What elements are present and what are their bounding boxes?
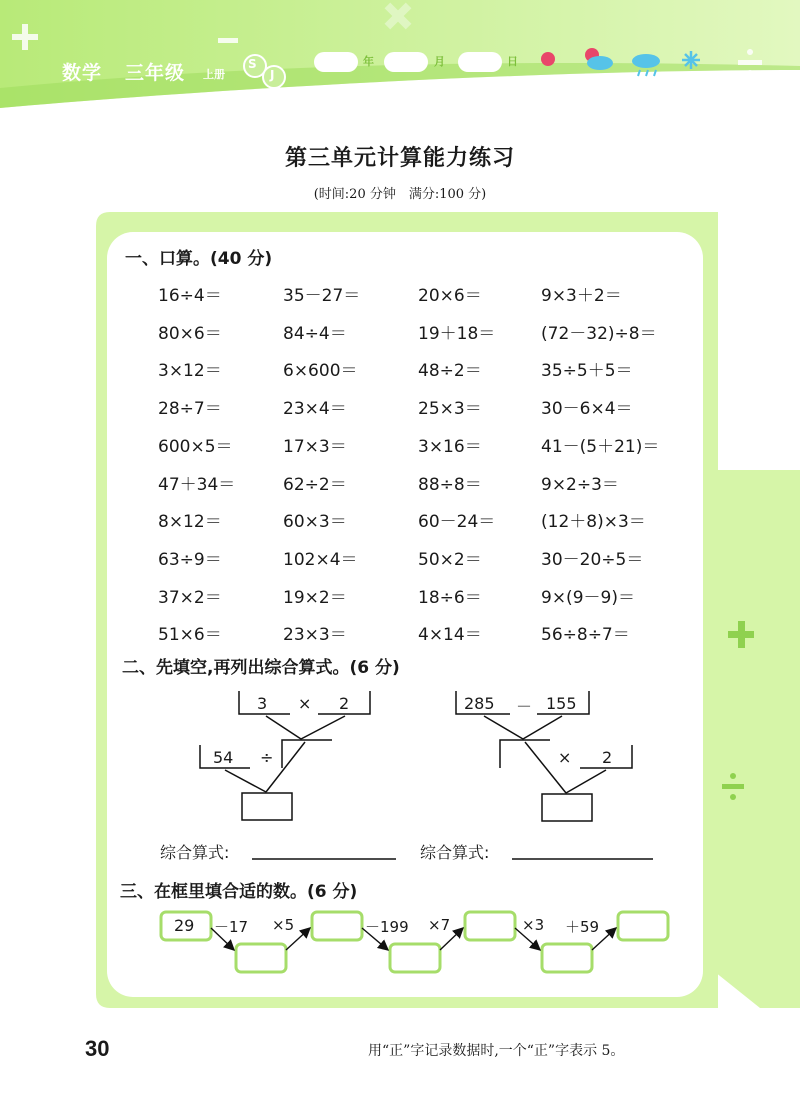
left-tree-op1: × [298, 694, 312, 713]
oral-calc-item: 88÷8＝ [418, 475, 482, 495]
oral-calc-item: 37×2＝ [158, 588, 222, 608]
oral-calc-item: 28÷7＝ [158, 399, 222, 419]
oral-calc-item: 3×16＝ [418, 437, 482, 457]
footer-tip: 用“正”字记录数据时,一个“正”字表示 5。 [368, 1043, 625, 1059]
oral-calc-item: 50×2＝ [418, 550, 482, 570]
chain-box-4[interactable] [465, 912, 515, 940]
oral-calc-item: 62÷2＝ [283, 475, 347, 495]
right-tree-op1: － [516, 697, 533, 716]
badge-j: J [270, 68, 275, 82]
left-tree-c: 54 [213, 748, 234, 767]
oral-calc-item: 84÷4＝ [283, 324, 347, 344]
oral-calc-item: 9×(9－9)＝ [541, 588, 635, 608]
oral-calc-item: 20×6＝ [418, 286, 482, 306]
oral-calc-item: 19＋18＝ [418, 324, 496, 344]
right-tree-op2: × [558, 748, 572, 767]
section1-heading: 一、口算。(40 分) [125, 249, 273, 269]
header-subject: 数学 [62, 62, 103, 84]
oral-calc-item: 16÷4＝ [158, 286, 222, 306]
right-tree-c: 2 [602, 748, 613, 767]
oral-calc-item: (72－32)÷8＝ [541, 324, 657, 344]
right-tree-b: 155 [546, 694, 577, 713]
header-volume: 上册 [203, 68, 225, 81]
oral-calc-item: 35÷5＋5＝ [541, 361, 633, 381]
oral-calc-item: 30－6×4＝ [541, 399, 633, 419]
oral-calc-item: 9×2÷3＝ [541, 475, 619, 495]
chain-box-2[interactable] [312, 912, 362, 940]
oral-calc-item: 80×6＝ [158, 324, 222, 344]
left-tree-op2: ÷ [260, 748, 274, 767]
oral-calc-item: 47＋34＝ [158, 475, 236, 495]
oral-calc-item: 18÷6＝ [418, 588, 482, 608]
year-label: 年 [363, 55, 374, 68]
oral-calc-item: 3×12＝ [158, 361, 222, 381]
section3-heading: 三、在框里填合适的数。(6 分) [120, 882, 358, 902]
oral-calc-item: (12＋8)×3＝ [541, 512, 646, 532]
oral-calc-item: 30－20÷5＝ [541, 550, 644, 570]
oral-calc-item: 23×4＝ [283, 399, 347, 419]
oral-calc-item: 56÷8÷7＝ [541, 625, 630, 645]
chain-op-6: ＋59 [565, 918, 600, 936]
oral-calc-item: 23×3＝ [283, 625, 347, 645]
chain-box-1[interactable] [236, 944, 286, 972]
chain-op-4: ×7 [428, 916, 451, 934]
oral-calc-item: 63÷9＝ [158, 550, 222, 570]
oral-calc-item: 6×600＝ [283, 361, 358, 381]
left-tree-a: 3 [257, 694, 268, 713]
right-tree-a: 285 [464, 694, 495, 713]
chain-box-5[interactable] [542, 944, 592, 972]
oral-calc-item: 60×3＝ [283, 512, 347, 532]
oral-calc-item: 102×4＝ [283, 550, 358, 570]
day-label: 日 [507, 55, 518, 68]
oral-calc-item: 8×12＝ [158, 512, 222, 532]
chain-op-3: －199 [365, 918, 409, 936]
oral-calc-item: 35－27＝ [283, 286, 361, 306]
month-label: 月 [434, 55, 445, 68]
chain-box-3[interactable] [390, 944, 440, 972]
oral-calc-item: 60－24＝ [418, 512, 496, 532]
oral-calc-item: 48÷2＝ [418, 361, 482, 381]
oral-calc-item: 17×3＝ [283, 437, 347, 457]
chain-op-1: －17 [214, 918, 249, 936]
oral-calc-item: 4×14＝ [418, 625, 482, 645]
header-grade: 三年级 [125, 62, 186, 84]
chain-box-6[interactable] [618, 912, 668, 940]
oral-calc-item: 19×2＝ [283, 588, 347, 608]
oral-calc-item: 25×3＝ [418, 399, 482, 419]
left-formula-label: 综合算式: [160, 843, 230, 862]
right-formula-label: 综合算式: [420, 843, 490, 862]
chain-op-5: ×3 [522, 916, 545, 934]
chain-start-value: 29 [174, 916, 195, 935]
page-title: 第三单元计算能力练习 [284, 145, 515, 171]
oral-calc-item: 51×6＝ [158, 625, 222, 645]
left-tree-b: 2 [339, 694, 350, 713]
oral-calc-item: 41－(5＋21)＝ [541, 437, 660, 457]
chain-op-2: ×5 [272, 916, 295, 934]
oral-calc-item: 9×3＋2＝ [541, 286, 622, 306]
page-subtitle: (时间:20 分钟 满分:100 分) [313, 187, 487, 202]
section2-heading: 二、先填空,再列出综合算式。(6 分) [122, 658, 400, 678]
oral-calc-item: 600×5＝ [158, 437, 233, 457]
badge-s: S [248, 57, 257, 71]
page-number: 30 [85, 1036, 110, 1061]
